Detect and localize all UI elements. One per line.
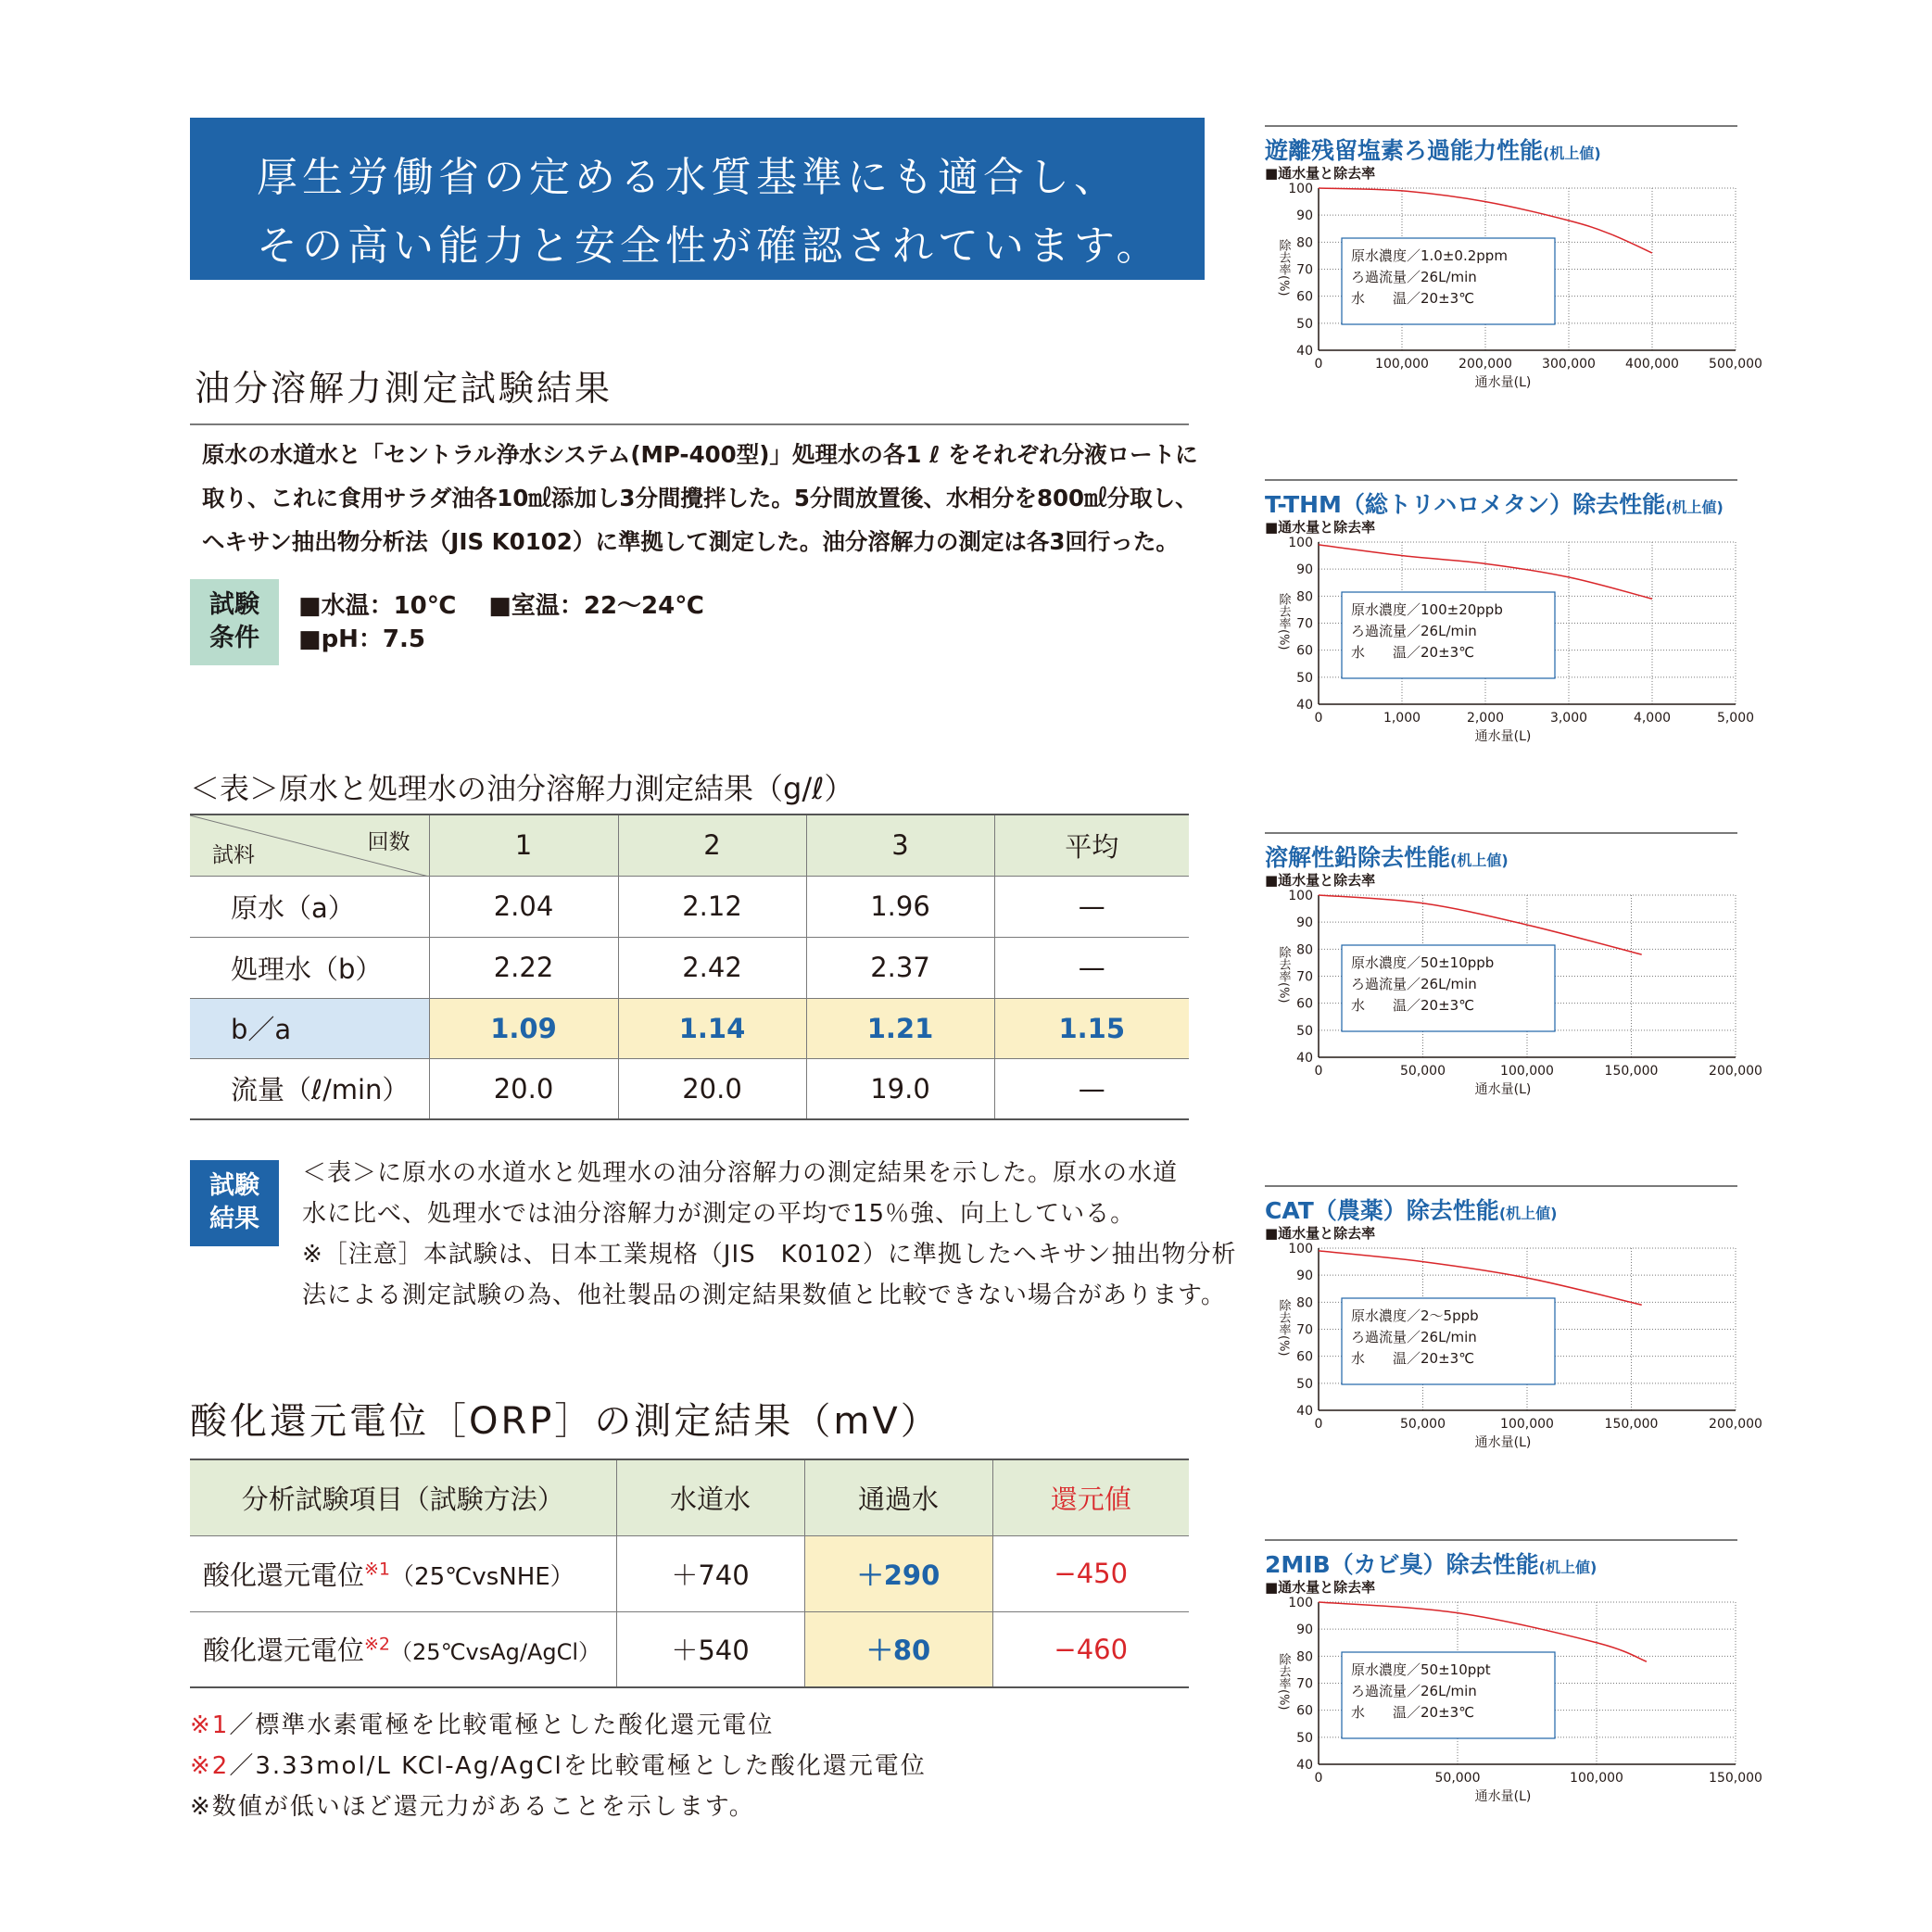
orp-header: 分析試験項目（試験方法）	[190, 1459, 616, 1535]
x-tick-label: 400,000	[1625, 357, 1679, 372]
table-row-ratio	[190, 998, 1189, 1058]
chart-title-note: (机上値)	[1498, 1205, 1558, 1222]
orp-label-main: 酸化還元電位	[203, 1635, 365, 1667]
y-axis-label: 除去率(%)	[1276, 239, 1291, 297]
row-label: 流量（ℓ/min）	[231, 1074, 410, 1106]
legend-line: 原水濃度／1.0±0.2ppm	[1351, 247, 1508, 264]
y-tick-label: 60	[1296, 996, 1313, 1012]
y-tick-label: 50	[1296, 316, 1313, 332]
oil-table-header: 1	[429, 814, 618, 876]
table-cell: 1.21	[806, 998, 994, 1058]
x-axis-label: 通水量(L)	[1474, 1435, 1532, 1450]
y-tick-label: 70	[1296, 262, 1313, 278]
result-line: 水に比べ、処理水では油分溶解力が測定の平均で15％強、向上している。	[302, 1200, 1136, 1228]
orp-label-tail: （25℃vsAg/AgCl）	[390, 1639, 601, 1666]
chart-rule	[1265, 1185, 1737, 1187]
chart-svg	[1265, 1239, 1762, 1471]
table-cell: 1.15	[994, 998, 1189, 1058]
y-tick-label: 70	[1296, 969, 1313, 985]
conditions-tag-line: 試験	[209, 590, 259, 619]
oil-description-line: 取り、これに食用サラダ油各10㎖添加し3分間攪拌した。5分間放置後、水相分を800㎖分取し、	[202, 485, 1198, 511]
table-cell: 2.04	[429, 876, 618, 937]
chart-title-text: 2MIB（カビ臭）除去性能	[1265, 1551, 1539, 1578]
oil-table-title: ＜表＞原水と処理水の油分溶解力測定結果（g/ℓ）	[190, 771, 854, 806]
orp-header: 水道水	[616, 1459, 804, 1535]
chart-panel	[1265, 125, 1762, 403]
x-axis-label: 通水量(L)	[1474, 729, 1532, 744]
chart-title-note: (机上値)	[1543, 145, 1601, 162]
chart-subtitle: ■通水量と除去率	[1265, 519, 1376, 536]
y-tick-label: 90	[1296, 208, 1313, 224]
orp-label-tail: （25℃vsNHE）	[390, 1562, 575, 1591]
chart-svg	[1265, 1593, 1762, 1825]
y-tick-label: 50	[1296, 1376, 1313, 1392]
legend-line: ろ過流量／26L/min	[1351, 1683, 1477, 1699]
y-tick-label: 90	[1296, 915, 1313, 931]
x-tick-label: 200,000	[1709, 1064, 1762, 1079]
result-line: 法による測定試験の為、他社製品の測定結果数値と比較できない場合があります。	[302, 1282, 1226, 1309]
legend-line: ろ過流量／26L/min	[1351, 976, 1477, 992]
x-tick-label: 0	[1314, 1417, 1323, 1432]
table-row	[190, 876, 1189, 937]
y-tick-label: 60	[1296, 1349, 1313, 1365]
oil-description-line: ヘキサン抽出物分析法（JIS K0102）に準拠して測定した。油分溶解力の測定は各3回行った。	[202, 528, 1179, 555]
x-tick-label: 0	[1314, 1771, 1323, 1786]
table-cell: ＋740	[616, 1535, 804, 1611]
x-tick-label: 500,000	[1709, 357, 1762, 372]
y-tick-label: 80	[1296, 589, 1313, 605]
result-tag-line: 試験	[209, 1171, 259, 1200]
series-line	[1319, 545, 1652, 599]
x-tick-label: 0	[1314, 357, 1323, 372]
x-tick-label: 0	[1314, 1064, 1323, 1079]
x-tick-label: 1,000	[1383, 711, 1421, 726]
y-tick-label: 90	[1296, 1269, 1313, 1284]
result-tag-line: 結果	[209, 1205, 259, 1233]
chart-panel	[1265, 1185, 1762, 1463]
x-tick-label: 5,000	[1716, 711, 1755, 726]
orp-notes	[190, 1705, 927, 1827]
orp-label-main: 酸化還元電位	[203, 1559, 365, 1591]
y-axis-label: 除去率(%)	[1276, 946, 1291, 1004]
chart-title-note: (机上値)	[1665, 499, 1724, 516]
x-tick-label: 50,000	[1434, 1771, 1481, 1786]
x-tick-label: 200,000	[1458, 357, 1512, 372]
y-tick-label: 100	[1288, 182, 1313, 196]
chart-panel	[1265, 832, 1762, 1110]
orp-label-mark: ※2	[364, 1634, 391, 1655]
y-tick-label: 70	[1296, 1322, 1313, 1338]
legend-line: 水 温／20±3℃	[1351, 997, 1475, 1014]
table-cell: 1.09	[429, 998, 618, 1058]
chart-svg	[1265, 533, 1755, 764]
legend-line: 水 温／20±3℃	[1351, 644, 1475, 661]
y-tick-label: 100	[1288, 536, 1313, 550]
y-axis-label: 除去率(%)	[1276, 593, 1291, 650]
chart-title	[1265, 486, 1724, 520]
chart-title-text: T-THM（総トリハロメタン）除去性能	[1265, 491, 1666, 518]
row-label: b／a	[190, 998, 429, 1058]
table-row	[190, 1611, 1189, 1687]
result-text	[302, 1153, 1237, 1316]
oil-description-line: 原水の水道水と「セントラル浄水システム(MP-400型)」処理水の各1 ℓ をそれぞれ分液ロートに	[202, 441, 1198, 468]
y-axis-label: 除去率(%)	[1276, 1653, 1291, 1711]
legend-line: 原水濃度／2〜5ppb	[1351, 1307, 1479, 1324]
orp-header: 還元値	[992, 1459, 1189, 1535]
table-cell: 20.0	[429, 1058, 618, 1119]
corner-top-label: 回数	[367, 830, 410, 854]
orp-note-text: ※数値が低いほど還元力があることを示します。	[190, 1793, 755, 1821]
x-tick-label: 150,000	[1709, 1771, 1762, 1786]
table-cell: 2.12	[618, 876, 806, 937]
y-tick-label: 50	[1296, 1730, 1313, 1746]
oil-description	[202, 433, 1198, 563]
orp-table	[190, 1458, 1189, 1688]
chart-rule	[1265, 1539, 1737, 1541]
legend-line: 水 温／20±3℃	[1351, 1704, 1475, 1721]
chart-title	[1265, 1547, 1597, 1580]
y-tick-label: 50	[1296, 670, 1313, 686]
chart-subtitle: ■通水量と除去率	[1265, 1225, 1376, 1242]
chart-subtitle: ■通水量と除去率	[1265, 872, 1376, 889]
legend-line: ろ過流量／26L/min	[1351, 269, 1477, 285]
result-line: ※［注意］本試験は、日本工業規格（JIS K0102）に準拠したヘキサン抽出物分析	[302, 1241, 1237, 1269]
legend-line: ろ過流量／26L/min	[1351, 1329, 1477, 1345]
chart-subtitle: ■通水量と除去率	[1265, 165, 1376, 182]
y-tick-label: 90	[1296, 562, 1313, 578]
chart-title	[1265, 1193, 1557, 1226]
y-tick-label: 40	[1296, 1758, 1313, 1773]
chart-title	[1265, 840, 1509, 873]
table-cell: 2.42	[618, 937, 806, 998]
chart-subtitle: ■通水量と除去率	[1265, 1579, 1376, 1596]
orp-note	[190, 1746, 927, 1787]
legend-line: 原水濃度／50±10ppb	[1351, 954, 1495, 971]
y-tick-label: 40	[1296, 698, 1313, 713]
oil-heading-rule	[190, 423, 1189, 425]
y-tick-label: 70	[1296, 1676, 1313, 1692]
x-tick-label: 200,000	[1709, 1417, 1762, 1432]
orp-row-label	[190, 1535, 616, 1611]
x-tick-label: 100,000	[1500, 1417, 1554, 1432]
orp-label-mark: ※1	[364, 1558, 391, 1579]
chart-rule	[1265, 832, 1737, 834]
banner-line-2: その高い能力と安全性が確認されています。	[257, 222, 1162, 270]
legend-line: ろ過流量／26L/min	[1351, 623, 1477, 639]
x-tick-label: 150,000	[1604, 1417, 1659, 1432]
orp-note-mark: ※1	[190, 1711, 230, 1739]
table-cell: 1.14	[618, 998, 806, 1058]
orp-note-text: ／標準水素電極を比較電極とした酸化還元電位	[229, 1711, 775, 1739]
y-tick-label: 60	[1296, 1703, 1313, 1719]
table-cell: 1.96	[806, 876, 994, 937]
orp-note	[190, 1787, 927, 1827]
oil-table-header: 3	[806, 814, 994, 876]
table-cell: ＋290	[804, 1535, 992, 1611]
oil-table-header: 2	[618, 814, 806, 876]
table-cell: 2.37	[806, 937, 994, 998]
x-tick-label: 3,000	[1549, 711, 1588, 726]
x-tick-label: 50,000	[1400, 1064, 1446, 1079]
row-label: 処理水（b）	[231, 953, 383, 985]
banner	[190, 118, 1205, 280]
legend-line: 水 温／20±3℃	[1351, 1350, 1475, 1367]
legend-line: 原水濃度／100±20ppb	[1351, 601, 1503, 618]
table-cell: 19.0	[806, 1058, 994, 1119]
result-tag	[190, 1160, 279, 1246]
x-tick-label: 2,000	[1466, 711, 1505, 726]
conditions-line-2: ■pH：7.5	[298, 625, 425, 653]
y-tick-label: 100	[1288, 889, 1313, 903]
chart-rule	[1265, 479, 1737, 481]
orp-note	[190, 1705, 927, 1746]
chart-rule	[1265, 125, 1737, 127]
y-tick-label: 80	[1296, 235, 1313, 251]
result-line: ＜表＞に原水の水道水と処理水の油分溶解力の測定結果を示した。原水の水道	[302, 1159, 1179, 1187]
y-tick-label: 40	[1296, 344, 1313, 359]
x-tick-label: 4,000	[1633, 711, 1672, 726]
banner-line-1: 厚生労働省の定める水質基準にも適合し、	[257, 154, 1119, 201]
x-tick-label: 50,000	[1400, 1417, 1446, 1432]
y-tick-label: 60	[1296, 289, 1313, 305]
chart-title	[1265, 133, 1601, 166]
conditions-tag-line: 条件	[209, 624, 259, 652]
y-tick-label: 50	[1296, 1023, 1313, 1039]
y-axis-label: 除去率(%)	[1276, 1299, 1291, 1357]
y-tick-label: 80	[1296, 1295, 1313, 1311]
x-tick-label: 100,000	[1500, 1064, 1554, 1079]
x-axis-label: 通水量(L)	[1474, 1082, 1532, 1097]
y-tick-label: 90	[1296, 1623, 1313, 1638]
oil-table-header: 平均	[994, 814, 1189, 876]
conditions-line-1: ■水温：10℃ ■室温：22〜24℃	[298, 592, 704, 620]
orp-note-mark: ※2	[190, 1752, 230, 1780]
orp-row-label	[190, 1611, 616, 1687]
legend-line: 原水濃度／50±10ppt	[1351, 1661, 1491, 1678]
x-tick-label: 100,000	[1570, 1771, 1623, 1786]
row-label: 原水（a）	[231, 891, 355, 924]
table-cell: —	[994, 876, 1189, 937]
table-cell: 20.0	[618, 1058, 806, 1119]
table-cell: −450	[992, 1535, 1189, 1611]
table-cell: −460	[992, 1611, 1189, 1687]
table-row	[190, 1535, 1189, 1611]
oil-table	[190, 814, 1189, 1120]
orp-table-header-row	[190, 1459, 1189, 1535]
corner-bottom-label: 試料	[212, 842, 255, 867]
table-row	[190, 1058, 1189, 1119]
chart-panel	[1265, 479, 1755, 757]
y-tick-label: 80	[1296, 1649, 1313, 1665]
conditions-tag	[190, 579, 279, 665]
table-cell: 2.22	[429, 937, 618, 998]
chart-title-note: (机上値)	[1538, 1559, 1597, 1576]
y-tick-label: 40	[1296, 1404, 1313, 1419]
table-row	[190, 937, 1189, 998]
chart-panel	[1265, 1539, 1762, 1817]
oil-table-corner	[190, 814, 429, 876]
table-cell: —	[994, 1058, 1189, 1119]
x-tick-label: 300,000	[1542, 357, 1596, 372]
oil-table-header-row	[190, 814, 1189, 876]
oil-heading: 油分溶解力測定試験結果	[195, 368, 613, 409]
chart-title-text: 溶解性鉛除去性能	[1265, 844, 1451, 871]
orp-header: 通過水	[804, 1459, 992, 1535]
chart-title-text: CAT（農薬）除去性能	[1265, 1197, 1499, 1224]
orp-heading: 酸化還元電位［ORP］の測定結果（mV）	[190, 1400, 941, 1443]
x-axis-label: 通水量(L)	[1474, 1789, 1532, 1804]
chart-svg	[1265, 179, 1762, 410]
chart-svg	[1265, 886, 1762, 1118]
y-tick-label: 60	[1296, 643, 1313, 659]
y-tick-label: 70	[1296, 616, 1313, 632]
chart-title-text: 遊離残留塩素ろ過能力性能	[1265, 137, 1544, 164]
series-line	[1319, 1251, 1642, 1305]
table-cell: —	[994, 937, 1189, 998]
chart-title-note: (机上値)	[1450, 852, 1509, 869]
x-tick-label: 150,000	[1604, 1064, 1659, 1079]
y-tick-label: 100	[1288, 1596, 1313, 1610]
x-tick-label: 100,000	[1375, 357, 1429, 372]
table-cell: ＋80	[804, 1611, 992, 1687]
table-cell: ＋540	[616, 1611, 804, 1687]
y-tick-label: 40	[1296, 1051, 1313, 1066]
legend-line: 水 温／20±3℃	[1351, 290, 1475, 307]
x-axis-label: 通水量(L)	[1474, 375, 1532, 390]
y-tick-label: 100	[1288, 1242, 1313, 1256]
orp-note-text: ／3.33mol/L KCl-Ag/AgClを比較電極とした酸化還元電位	[229, 1752, 927, 1780]
x-tick-label: 0	[1314, 711, 1323, 726]
y-tick-label: 80	[1296, 942, 1313, 958]
